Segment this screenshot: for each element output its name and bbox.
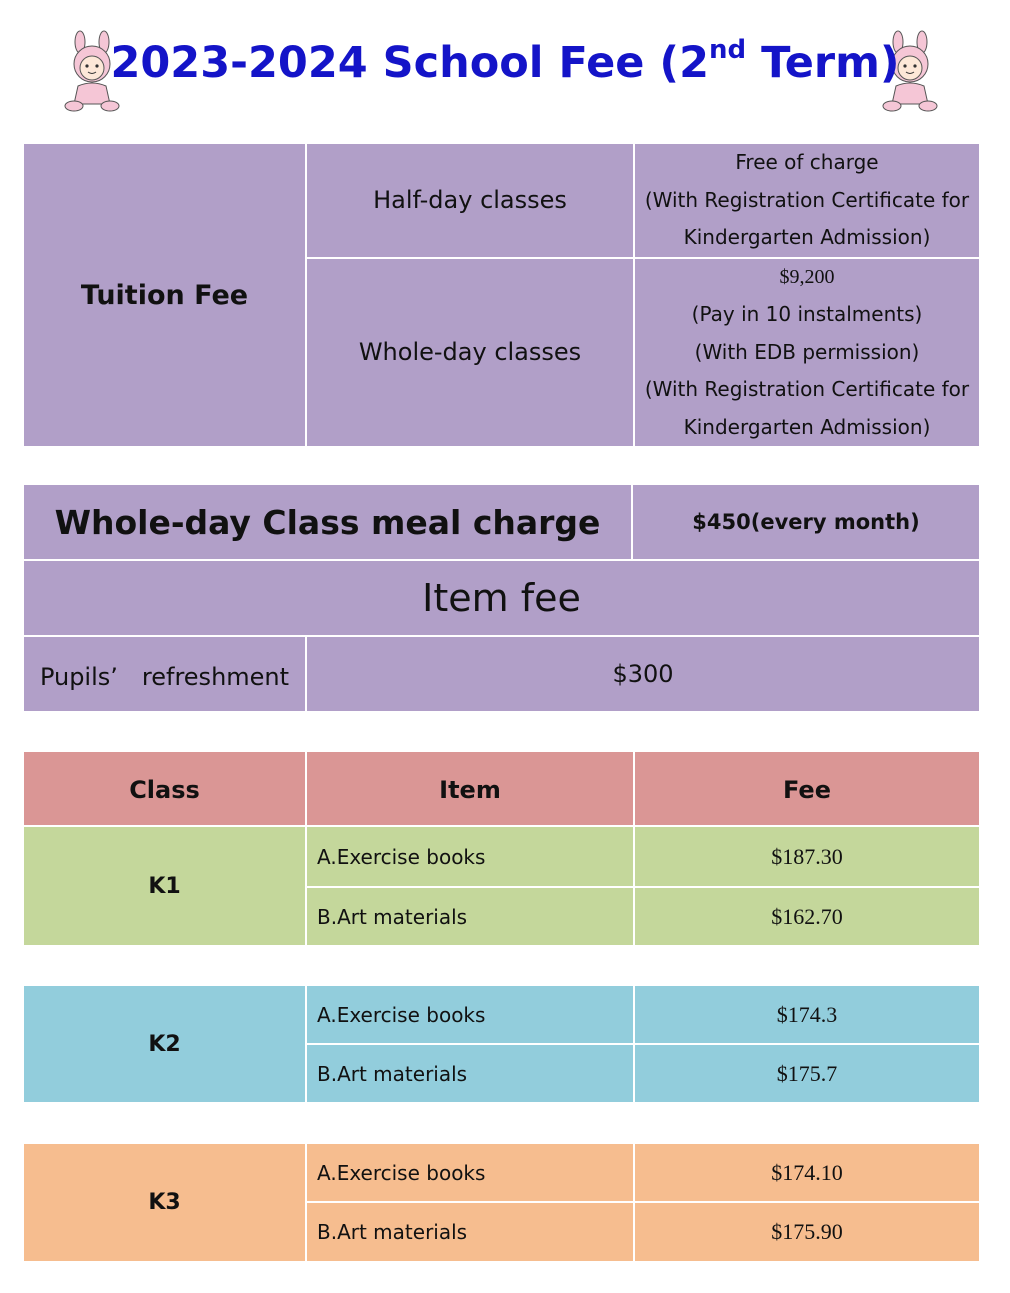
table-row bbox=[23, 826, 980, 887]
table-row bbox=[23, 1143, 980, 1202]
item-name: B.Art materials bbox=[306, 1044, 634, 1103]
item-fee: $175.90 bbox=[634, 1202, 980, 1262]
item-name: A.Exercise books bbox=[306, 826, 634, 887]
tuition-fee-label: Tuition Fee bbox=[23, 143, 306, 447]
table-row bbox=[23, 985, 980, 1044]
tuition-table bbox=[22, 142, 981, 448]
item-name: A.Exercise books bbox=[306, 985, 634, 1044]
class-header: Class bbox=[23, 751, 306, 828]
half-day-label: Half-day classes bbox=[306, 143, 634, 258]
item-fee: $187.30 bbox=[634, 826, 980, 887]
meal-charge-label: Whole-day Class meal charge bbox=[23, 484, 632, 560]
item-fee: $175.7 bbox=[634, 1044, 980, 1103]
item-name: B.Art materials bbox=[306, 1202, 634, 1262]
item-header: Item bbox=[306, 751, 634, 828]
class-name: K2 bbox=[23, 985, 306, 1103]
meal-item-table bbox=[22, 483, 981, 713]
item-name: B.Art materials bbox=[306, 887, 634, 946]
class-k3-table bbox=[22, 1142, 981, 1263]
item-fee: $174.3 bbox=[634, 985, 980, 1044]
class-name: K1 bbox=[23, 826, 306, 946]
whole-day-label: Whole-day classes bbox=[306, 258, 634, 448]
class-table-header bbox=[22, 750, 981, 829]
class-k2-table bbox=[22, 984, 981, 1104]
half-day-fee: Free of charge (With Registration Certificate for Kindergarten Admission) bbox=[634, 143, 980, 258]
item-fee-heading: Item fee bbox=[23, 560, 980, 636]
fee-header: Fee bbox=[634, 751, 980, 828]
item-fee: $174.10 bbox=[634, 1143, 980, 1202]
item-fee: $162.70 bbox=[634, 887, 980, 946]
page-title: 2023-2024 School Fee (2nd Term) bbox=[110, 34, 900, 88]
refreshment-label: Pupils’ refreshment bbox=[23, 636, 306, 712]
class-name: K3 bbox=[23, 1143, 306, 1262]
item-name: A.Exercise books bbox=[306, 1143, 634, 1202]
refreshment-value: $300 bbox=[306, 636, 980, 712]
whole-day-fee: $9,200 (Pay in 10 instalments) (With EDB permission) (With Registration Certificate for Kindergarten Admission) bbox=[634, 258, 980, 448]
meal-charge-value: $450(every month) bbox=[632, 484, 980, 560]
class-k1-table bbox=[22, 825, 981, 947]
